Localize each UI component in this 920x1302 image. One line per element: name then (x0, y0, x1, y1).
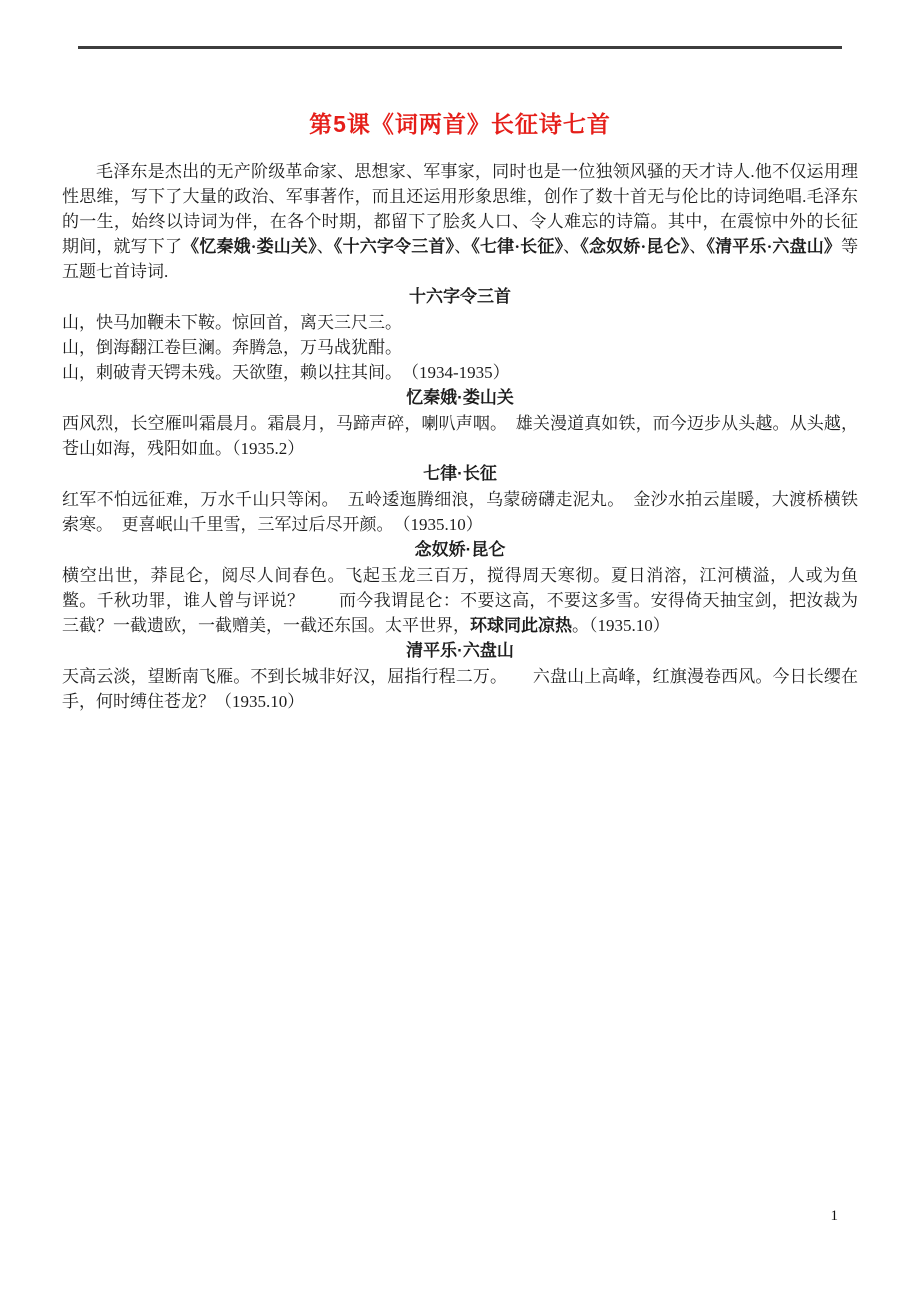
poems-container (62, 284, 858, 714)
bold-text-run: 《清平乐·六盘山》 (706, 237, 842, 256)
poem-heading: 忆秦娥·娄山关 (406, 388, 514, 407)
poem-section-5 (62, 638, 858, 714)
text-run: 、 (563, 237, 581, 256)
intro-paragraph (62, 159, 858, 284)
text-run: 山，快马加鞭未下鞍。惊回首，离天三尺三。 (62, 313, 402, 332)
poem-line (62, 310, 858, 335)
bold-text-run: 《念奴娇·昆仑》 (580, 237, 690, 256)
text-run: 山，倒海翻江卷巨澜。奔腾急，万马战犹酣。 (62, 338, 402, 357)
text-run: 、 (689, 237, 707, 256)
poem-section-2 (62, 385, 858, 461)
page-title: 第5课《词两首》长征诗七首 (309, 111, 611, 137)
document-body (0, 108, 920, 714)
poem-heading: 十六字令三首 (409, 287, 511, 306)
bold-text-run: 《忆秦娥·娄山关》 (182, 237, 317, 256)
text-run: 、 (316, 237, 334, 256)
text-run: 横空出世，莽昆仑，阅尽人间春色。飞起玉龙三百万，搅得周天寒彻。夏日消溶，江河横溢，人或为鱼鳖。千秋功罪，谁人曾与评说？ 而今我谓昆仑：不要这高，不要这多雪。安得倚天抽宝剑，把汝裁为三截？一截遗欧，一截赠美，一截还东国。太平世界， (62, 566, 858, 635)
poem-line (62, 563, 858, 638)
poem-line (62, 360, 858, 385)
text-run: 、 (454, 237, 472, 256)
text-run: 红军不怕远征难，万水千山只等闲。 五岭逶迤腾细浪，乌蒙磅礴走泥丸。 金沙水拍云崖暖，大渡桥横铁索寒。 更喜岷山千里雪，三军过后尽开颜。 （1935.10） (62, 490, 858, 534)
poem-heading: 七律·长征 (423, 464, 497, 483)
poem-line (62, 335, 858, 360)
poem-heading: 清平乐·六盘山 (406, 641, 514, 660)
page-number: 1 (830, 1208, 838, 1224)
text-run: 毛泽东是杰出的无产阶级革命家、思想家、军事家，同时也是一位独领风骚的天才诗人.他不仅运用理性思维，写下了大量的政治、军事著作，而且还运用形象思维，创作了数十首无与伦比的诗词绝唱.毛泽东的一生，始终以诗词为伴，在各个时期，都留下了脍炙人口、令人难忘的诗篇。其中，在震惊中外的长征期间，就写下了 (62, 162, 858, 256)
bold-text-run: 《十六字令三首》 (333, 237, 455, 256)
text-run: 山，刺破青天锷未残。天欲堕，赖以拄其间。 （1934-1935） (62, 363, 510, 382)
poem-line (62, 487, 858, 537)
poem-line (62, 664, 858, 714)
bold-text-run: 环球同此凉热 (470, 616, 572, 635)
text-run: 等五题七首诗词. (62, 237, 859, 281)
text-run: 。（1935.10） (572, 616, 670, 635)
bold-text-run: 《七律·长征》 (471, 237, 564, 256)
text-run: 天高云淡，望断南飞雁。不到长城非好汉，屈指行程二万。 六盘山上高峰，红旗漫卷西风。今日长缨在手，何时缚住苍龙？（1935.10） (62, 667, 858, 711)
poem-heading: 念奴娇·昆仑 (414, 540, 506, 559)
text-run: 西风烈，长空雁叫霜晨月。霜晨月，马蹄声碎，喇叭声咽。 雄关漫道真如铁，而今迈步从头越。从头越，苍山如海，残阳如血。（1935.2） (62, 414, 858, 458)
poem-section-1 (62, 284, 858, 385)
header-rule (78, 46, 842, 49)
poem-line (62, 411, 858, 461)
poem-section-4 (62, 537, 858, 638)
poem-section-3 (62, 461, 858, 537)
